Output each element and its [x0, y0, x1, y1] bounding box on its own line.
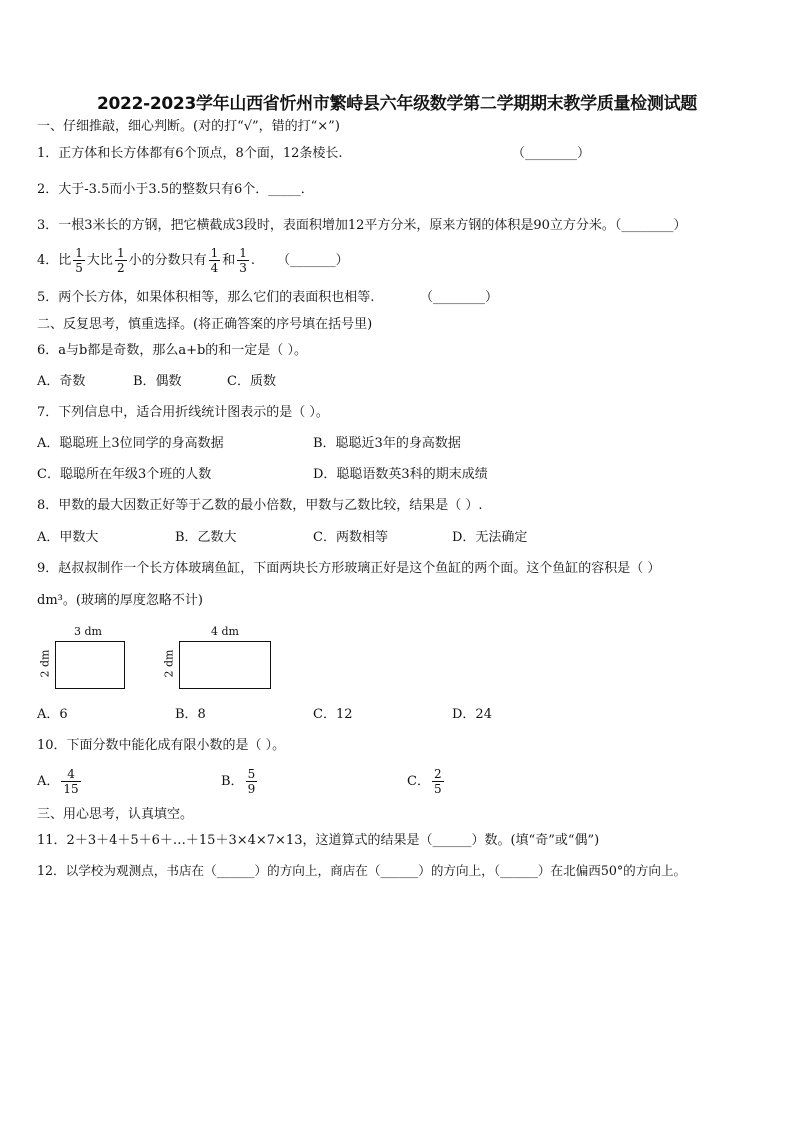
question-9-option-c: C．12: [313, 707, 353, 722]
option-label: B．: [221, 774, 244, 789]
page-title: 2022-2023学年山西省忻州市繁峙县六年级数学第二学期期末教学质量检测试题: [97, 94, 697, 114]
question-7: 7．下列信息中，适合用折线统计图表示的是（ ）。: [37, 405, 329, 420]
fraction-denominator: 3: [239, 261, 247, 275]
glass-rectangle-2: [179, 641, 271, 689]
fraction-4-15: [61, 767, 80, 796]
question-7-option-b: B．聪聪近3年的身高数据: [313, 436, 461, 451]
question-4-text: .: [250, 253, 256, 268]
question-6-option-b: B．偶数: [133, 374, 182, 389]
fraction-1-4: [209, 246, 221, 275]
fraction-5-9: [246, 767, 258, 796]
question-2: 2．大于-3.5而小于3.5的整数只有6个．_____．: [37, 182, 314, 197]
fraction-denominator: 5: [433, 782, 442, 796]
fraction-denominator: 9: [247, 782, 256, 796]
section-2-heading: 二、反复思考，慎重选择。(将正确答案的序号填在括号里): [37, 317, 373, 332]
fraction-denominator: 2: [116, 261, 125, 275]
option-label: C．: [407, 774, 430, 789]
rect-1-top-label: 3 dm: [74, 625, 102, 638]
question-5: 5．两个长方体，如果体积相等，那么它们的表面积也相等.: [37, 290, 375, 305]
fraction-numerator: 1: [116, 246, 125, 260]
question-9-option-b: B．8: [175, 707, 206, 722]
glass-rectangle-1: [55, 641, 125, 689]
question-1-answer-blank: （________）: [512, 146, 591, 161]
fraction-1-2: [115, 246, 127, 275]
question-4: [37, 244, 349, 278]
question-7-option-a: A．聪聪班上3位同学的身高数据: [37, 436, 224, 451]
question-10-option-a: [37, 764, 83, 800]
question-9-option-a: A．6: [37, 707, 68, 722]
question-1: 1．正方体和长方体都有6个顶点，8个面，12条棱长.: [37, 146, 343, 161]
question-4-prefix: 4．比: [37, 253, 72, 268]
question-4-answer-blank: （_______）: [277, 253, 349, 268]
option-label: A．: [37, 774, 60, 789]
question-3: 3．一根3米长的方钢，把它横截成3段时，表面积增加12平方分米，原来方钢的体积是90立方分米。（________）: [37, 218, 687, 233]
question-8: 8．甲数的最大因数正好等于乙数的最小倍数，甲数与乙数比较，结果是（ ）.: [37, 498, 483, 513]
question-8-option-a: A．甲数大: [37, 530, 99, 545]
question-6-option-c: C．质数: [227, 374, 276, 389]
rect-2-top-label: 4 dm: [211, 625, 239, 638]
question-5-answer-blank: （________）: [420, 290, 499, 305]
question-10-option-b: [221, 764, 259, 800]
question-6: 6．a与b都是奇数，那么a+b的和一定是（ ）。: [37, 343, 307, 358]
question-8-option-d: D．无法确定: [452, 530, 528, 545]
question-10-option-c: [407, 764, 446, 800]
fraction-1-3: [237, 246, 249, 275]
fraction-1-5: [73, 246, 85, 275]
fraction-denominator: 4: [210, 261, 219, 275]
question-7-option-c: C．聪聪所在年级3个班的人数: [37, 467, 212, 482]
fraction-denominator: 15: [63, 782, 79, 796]
fraction-denominator: 5: [75, 261, 83, 275]
fraction-numerator: 1: [75, 246, 83, 260]
question-4-text: 和: [222, 253, 236, 268]
fraction-2-5: [432, 767, 444, 796]
question-4-text: 小的分数只有: [128, 253, 207, 268]
fraction-numerator: 1: [239, 246, 247, 260]
question-8-option-c: C．两数相等: [313, 530, 388, 545]
question-10: 10．下面分数中能化成有限小数的是（ ）。: [37, 738, 286, 753]
fraction-numerator: 4: [61, 767, 80, 782]
section-3-heading: 三、用心思考，认真填空。: [37, 807, 194, 822]
question-12: 12．以学校为观测点，书店在（______）的方向上，商店在（______）的方向上，（______）在北偏西50°的方向上。: [37, 863, 687, 878]
rect-1-side-label: 2 dm: [38, 649, 52, 678]
section-1-heading: 一、仔细推敲，细心判断。(对的打“√”，错的打“×”): [37, 119, 340, 134]
fraction-numerator: 1: [210, 246, 219, 260]
question-11: 11．2＋3＋4＋5＋6＋…＋15＋3×4×7×13，这道算式的结果是（______）数。(填“奇”或“偶”): [37, 833, 600, 848]
question-6-option-a: A．奇数: [37, 374, 86, 389]
question-7-option-d: D．聪聪语数英3科的期末成绩: [313, 467, 488, 482]
rect-2-side-label: 2 dm: [162, 649, 176, 678]
fraction-numerator: 2: [433, 767, 442, 781]
fraction-numerator: 5: [247, 767, 256, 781]
question-9-option-d: D．24: [452, 707, 492, 722]
question-9-line-2: dm³。(玻璃的厚度忽略不计): [37, 593, 204, 608]
question-9: 9．赵叔叔制作一个长方体玻璃鱼缸，下面两块长方形玻璃正好是这个鱼缸的两个面。这个鱼缸的容积是（ ）: [37, 561, 661, 576]
question-8-option-b: B．乙数大: [175, 530, 237, 545]
question-4-text: 大比: [86, 253, 113, 268]
